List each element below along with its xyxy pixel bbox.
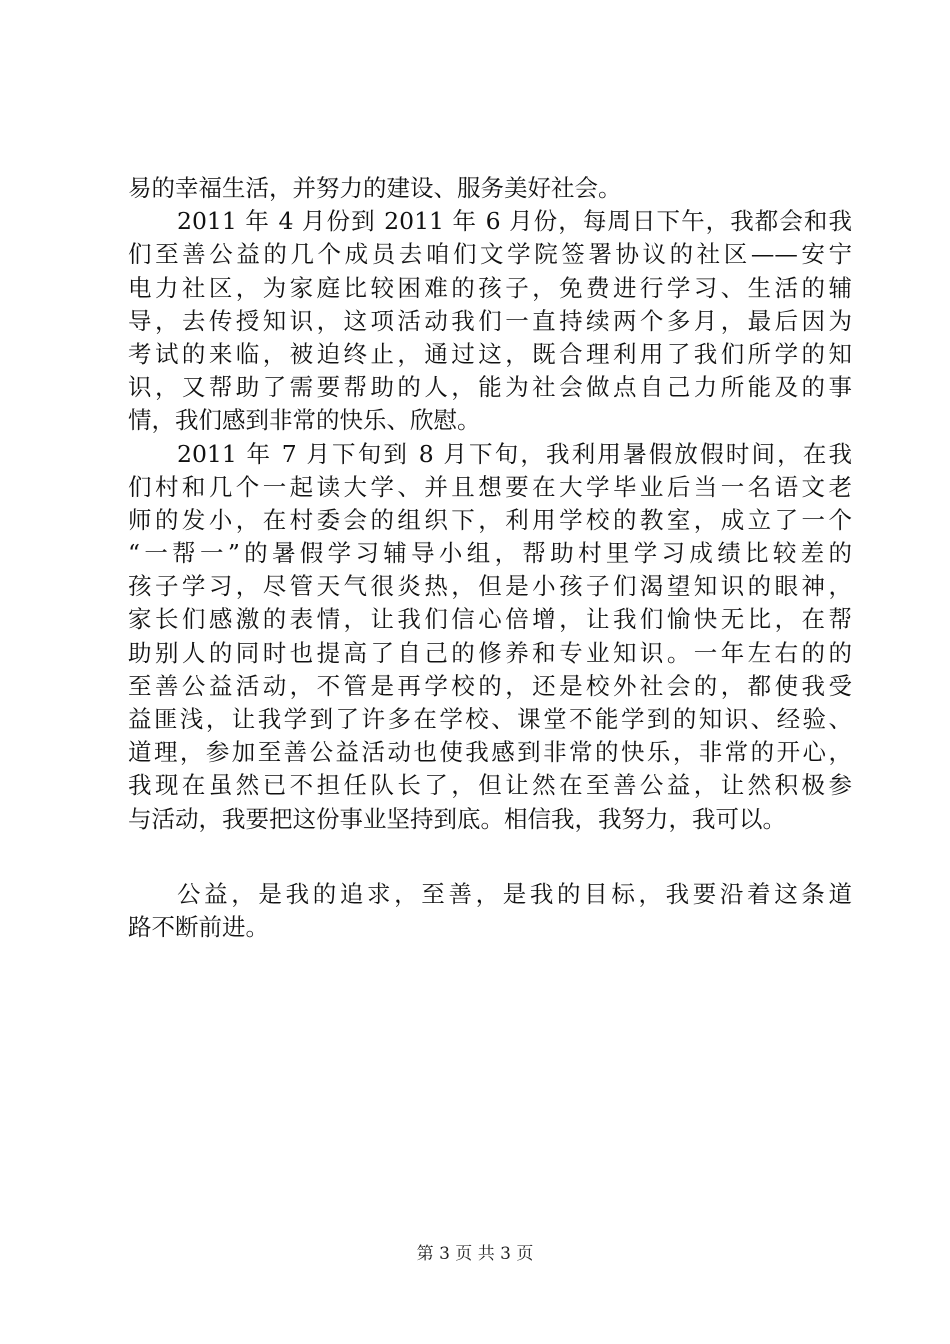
text-line: 导，去传授知识，这项活动我们一直持续两个多月，最后因为 (128, 306, 852, 335)
paragraph-1 (128, 172, 852, 205)
text-line: 考试的来临，被迫终止，通过这，既合理利用了我们所学的知 (128, 339, 852, 368)
text-line: 路不断前进。 (128, 912, 269, 941)
text-line: 们至善公益的几个成员去咱们文学院签署协议的社区——安宁 (128, 240, 852, 269)
text-line: 们村和几个一起读大学、并且想要在大学毕业后当一名语文老 (128, 472, 852, 501)
paragraph-2 (128, 205, 852, 437)
text-line: 公益，是我的追求，至善，是我的目标，我要沿着这条道 (177, 879, 852, 908)
text-line: “一帮一”的暑假学习辅导小组，帮助村里学习成绩比较差的 (128, 539, 852, 568)
text-line: 家长们感激的表情，让我们信心倍增，让我们愉快无比，在帮 (128, 605, 852, 634)
text-line: 情，我们感到非常的快乐、欣慰。 (128, 406, 481, 435)
page-number-footer: 第 3 页 共 3 页 (416, 1244, 534, 1264)
text-line: 助别人的同时也提高了自己的修养和专业知识。一年左右的的 (128, 638, 852, 667)
text-line: 电力社区，为家庭比较困难的孩子，免费进行学习、生活的辅 (128, 273, 852, 302)
text-line: 至善公益活动，不管是再学校的，还是校外社会的，都使我受 (128, 671, 852, 700)
paragraph-3 (128, 438, 852, 836)
text-line: 2011 年 7 月下旬到 8 月下旬，我利用暑假放假时间，在我 (177, 439, 852, 468)
text-line: 师的发小，在村委会的组织下，利用学校的教室，成立了一个 (128, 505, 852, 534)
text-line: 益匪浅，让我学到了许多在学校、课堂不能学到的知识、经验、 (128, 705, 852, 733)
document-body (128, 172, 852, 944)
text-line: 道理，参加至善公益活动也使我感到非常的快乐，非常的开心， (128, 738, 852, 767)
text-line: 孩子学习，尽管天气很炎热，但是小孩子们渴望知识的眼神， (128, 572, 852, 601)
text-line: 2011 年 4 月份到 2011 年 6 月份，每周日下午，我都会和我 (177, 207, 852, 236)
paragraph-spacer (128, 836, 852, 878)
text-line: 易的幸福生活，并努力的建设、服务美好社会。 (128, 174, 622, 202)
text-line: 识，又帮助了需要帮助的人，能为社会做点自己力所能及的事 (128, 373, 852, 402)
paragraph-4 (128, 878, 852, 944)
text-line: 我现在虽然已不担任队长了，但让然在至善公益，让然积极参 (128, 771, 852, 800)
text-line: 与活动，我要把这份事业坚持到底。相信我，我努力，我可以。 (128, 804, 786, 833)
